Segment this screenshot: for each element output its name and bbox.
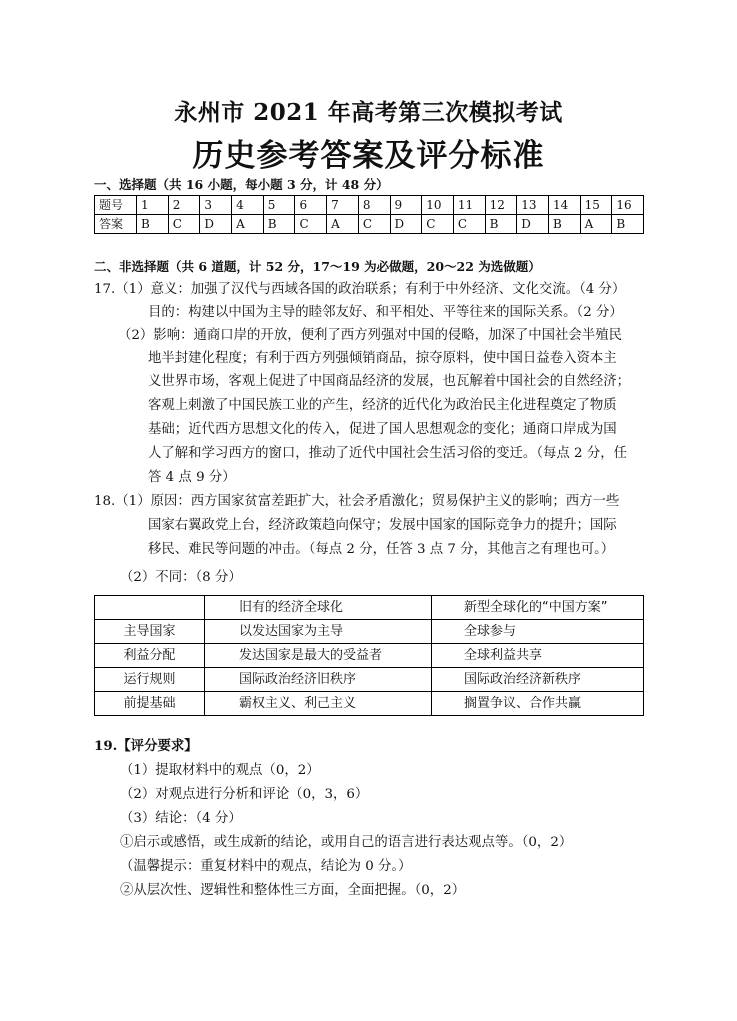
answer-cell: A — [327, 215, 359, 234]
q19-title: 19.【评分要求】 — [94, 738, 198, 754]
comparison-old-cell: 发达国家是最大的受益者 — [205, 644, 432, 668]
q17-line: 人了解和学习西方的窗口，推动了近代中国社会生活习俗的变迁。（每点 2 分，任 — [148, 446, 628, 461]
exam-title: 永州市 2021 年高考第三次模拟考试 — [174, 99, 563, 126]
comparison-new-cell: 全球参与 — [432, 620, 644, 644]
question-number-cell: 4 — [232, 196, 264, 215]
q17-line: 地半封建化程度；有利于西方列强倾销商品，掠夺原料，使中国日益卷入资本主 — [148, 351, 617, 366]
row-header-answer: 答案 — [95, 215, 137, 234]
answer-cell: B — [485, 215, 517, 234]
comparison-aspect-cell: 前提基础 — [95, 692, 205, 716]
question-number-cell: 9 — [390, 196, 422, 215]
comparison-new-cell: 搁置争议、合作共赢 — [432, 692, 644, 716]
document-title: 历史参考答案及评分标准 — [192, 138, 545, 174]
question-number-cell: 8 — [358, 196, 390, 215]
comparison-new-cell: 国际政治经济新秩序 — [432, 668, 644, 692]
q17-line: 目的：构建以中国为主导的睦邻友好、和平相处、平等往来的国际关系。（2 分） — [148, 305, 623, 320]
comparison-row — [95, 620, 644, 644]
answer-cell: B — [612, 215, 644, 234]
answer-cell: B — [263, 215, 295, 234]
question-number-cell: 14 — [548, 196, 580, 215]
row-header-number: 题号 — [95, 196, 137, 215]
question-number-cell: 13 — [517, 196, 549, 215]
answer-cell: D — [390, 215, 422, 234]
answer-cell: D — [517, 215, 549, 234]
answer-cell: A — [580, 215, 612, 234]
section-choice-heading: 一、选择题（共 16 小题，每小题 3 分，计 48 分） — [94, 177, 389, 192]
q19-line: （2）对观点进行分析和评论（0，3，6） — [120, 787, 369, 802]
q17-line: 答 4 点 9 分） — [148, 470, 236, 485]
q19-line: （1）提取材料中的观点（0，2） — [120, 763, 320, 778]
comparison-aspect-cell: 主导国家 — [95, 620, 205, 644]
q17-line: 客观上刺激了中国民族工业的产生，经济的近代化为政治民主化进程奠定了物质 — [148, 398, 617, 413]
question-number-cell: 15 — [580, 196, 612, 215]
answer-cell: C — [295, 215, 327, 234]
q19-line: （温馨提示：重复材料中的观点，结论为 0 分。） — [120, 859, 412, 874]
q18-line: 国家右翼政党上台，经济政策趋向保守；发展中国家的国际竞争力的提升；国际 — [148, 518, 617, 533]
question-number-cell: 11 — [453, 196, 485, 215]
answer-cell: C — [422, 215, 454, 234]
comparison-aspect-cell: 运行规则 — [95, 668, 205, 692]
answer-row — [95, 215, 644, 234]
answer-cell: D — [200, 215, 232, 234]
question-number-cell: 7 — [327, 196, 359, 215]
comparison-row — [95, 668, 644, 692]
question-number-cell: 6 — [295, 196, 327, 215]
question-number-cell: 5 — [263, 196, 295, 215]
comparison-header-cell — [95, 596, 205, 620]
comparison-old-cell: 霸权主义、利己主义 — [205, 692, 432, 716]
section-nonchoice-heading: 二、非选择题（共 6 道题，计 52 分，17～19 为必做题，20～22 为选做题） — [94, 259, 541, 274]
comparison-row — [95, 692, 644, 716]
q18-line: 18.（1）原因：西方国家贫富差距扩大，社会矛盾激化；贸易保护主义的影响；西方一些 — [94, 494, 620, 509]
answer-cell: B — [548, 215, 580, 234]
answer-cell: B — [137, 215, 169, 234]
q17-line: 17.（1）意义：加强了汉代与西域各国的政治联系；有利于中外经济、文化交流。（4 分） — [94, 282, 626, 297]
q19-line: ①启示或感悟，或生成新的结论，或用自己的语言进行表达观点等。（0，2） — [120, 835, 573, 850]
question-number-row — [95, 196, 644, 215]
comparison-header-cell: 新型全球化的“中国方案” — [432, 596, 644, 620]
answer-cell: C — [453, 215, 485, 234]
q17-line: （2）影响：通商口岸的开放，便利了西方列强对中国的侵略，加深了中国社会半殖民 — [118, 328, 622, 343]
comparison-old-cell: 国际政治经济旧秩序 — [205, 668, 432, 692]
comparison-header-row — [95, 596, 644, 620]
comparison-row — [95, 644, 644, 668]
comparison-aspect-cell: 利益分配 — [95, 644, 205, 668]
answer-cell: C — [168, 215, 200, 234]
q18-line: （2）不同：（8 分） — [120, 570, 242, 585]
question-number-cell: 2 — [168, 196, 200, 215]
comparison-header-cell: 旧有的经济全球化 — [205, 596, 432, 620]
question-number-cell: 12 — [485, 196, 517, 215]
answer-cell: C — [358, 215, 390, 234]
q19-line: （3）结论：（4 分） — [120, 811, 242, 826]
q17-line: 义世界市场，客观上促进了中国商品经济的发展，也瓦解着中国社会的自然经济； — [148, 374, 631, 389]
q19-line: ②从层次性、逻辑性和整体性三方面，全面把握。（0，2） — [120, 883, 466, 898]
q17-line: 基础；近代西方思想文化的传入，促进了国人思想观念的变化；通商口岸成为国 — [148, 422, 617, 437]
q18-line: 移民、难民等问题的冲击。（每点 2 分，任答 3 点 7 分，其他言之有理也可。） — [148, 542, 615, 557]
question-number-cell: 10 — [422, 196, 454, 215]
globalization-comparison-table — [94, 595, 644, 716]
answer-cell: A — [232, 215, 264, 234]
choice-answer-table — [94, 195, 644, 234]
question-number-cell: 3 — [200, 196, 232, 215]
question-number-cell: 1 — [137, 196, 169, 215]
question-number-cell: 16 — [612, 196, 644, 215]
comparison-new-cell: 全球利益共享 — [432, 644, 644, 668]
comparison-old-cell: 以发达国家为主导 — [205, 620, 432, 644]
